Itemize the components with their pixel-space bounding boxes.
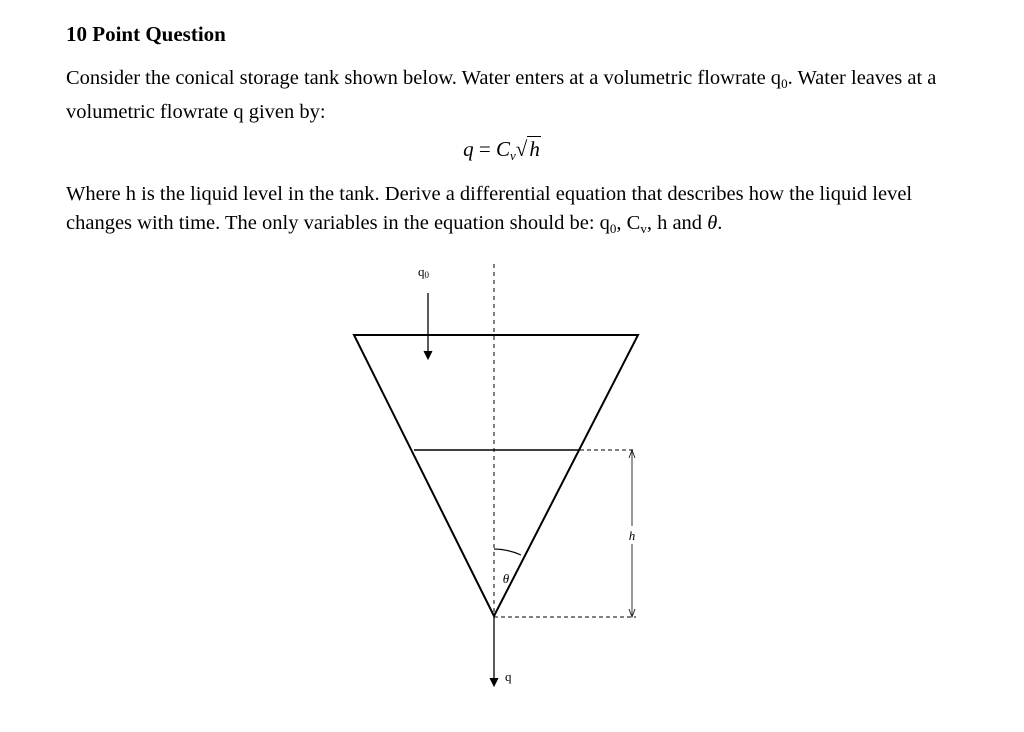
angle-arc: [494, 549, 521, 555]
question-title: 10 Point Question: [66, 22, 226, 46]
height-label: h: [628, 528, 636, 543]
problem-statement: Consider the conical storage tank shown below. Water enters at a volumetric flowrate q0. Water leaves at a volumetric flowrate q given by:: [66, 67, 937, 123]
flow-equation: $q = C_v√h$: [463, 137, 540, 163]
inflow-label: q0: [418, 264, 429, 280]
angle-label: θ: [502, 571, 510, 586]
task-statement: Where h is the liquid level in the tank. Derive a differential equation that describes how the liquid level changes with time. The only variables in the equation should be: q0, Cv, h and θ.: [66, 183, 913, 236]
outflow-label: q: [505, 669, 512, 684]
conical-tank-outline: [354, 335, 638, 616]
